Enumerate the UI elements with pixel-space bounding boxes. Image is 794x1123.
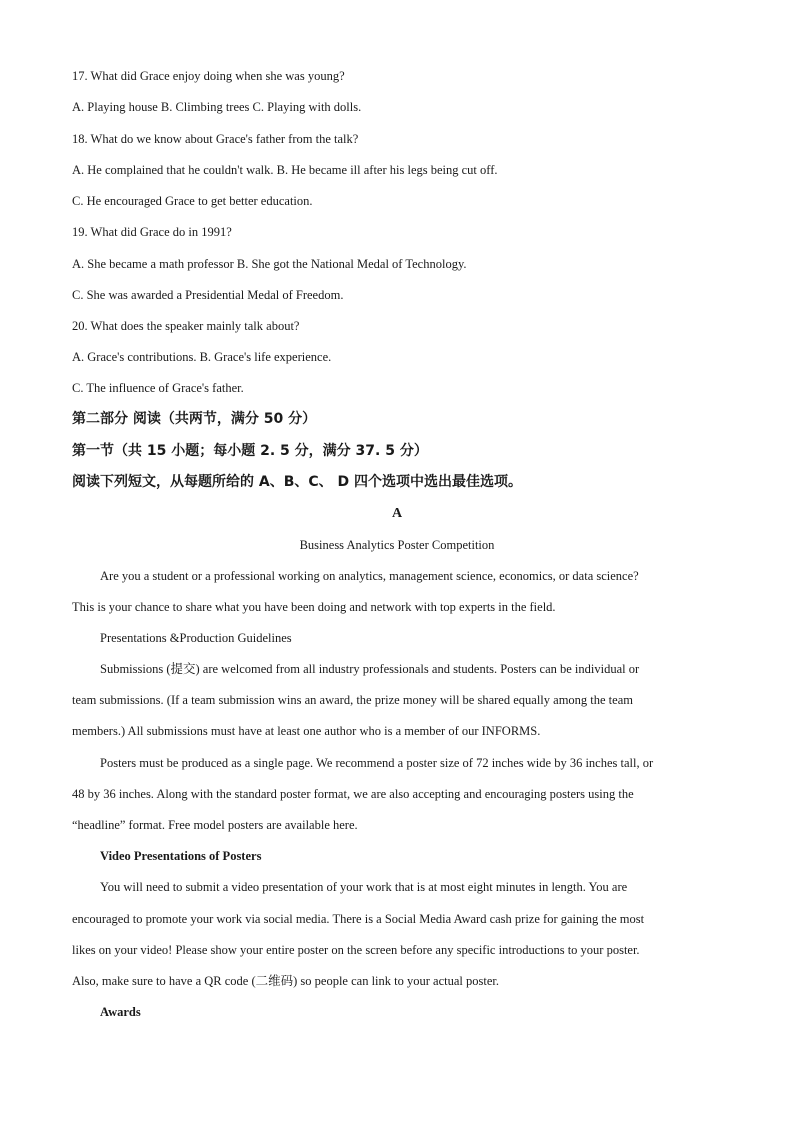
question-17: 17. What did Grace enjoy doing when she was young? (72, 69, 345, 83)
question-18: 18. What do we know about Grace's father from the talk? (72, 132, 359, 146)
question-18-options-ab: A. He complained that he couldn't walk. B. He became ill after his legs being cut off. (72, 163, 498, 177)
paragraph-4-line-4: Also, make sure to have a QR code (二维码) so people can link to your actual poster. (72, 974, 499, 988)
paragraph-4-line-1: You will need to submit a video presentation of your work that is at most eight minutes in length. You are (100, 880, 628, 894)
reading-instruction: 阅读下列短文，从每题所给的 A、B、C、 D 四个选项中选出最佳选项。 (72, 474, 523, 490)
subheading-awards: Awards (100, 1005, 141, 1019)
subheading-video: Video Presentations of Posters (100, 849, 262, 863)
question-19-options-ab: A. She became a math professor B. She got the National Medal of Technology. (72, 257, 467, 271)
question-20-option-c: C. The influence of Grace's father. (72, 381, 244, 395)
part-two-heading: 第二部分 阅读（共两节，满分 50 分） (72, 411, 317, 427)
section-one-heading: 第一节（共 15 小题；每小题 2. 5 分，满分 37. 5 分） (72, 443, 428, 459)
question-17-options: A. Playing house B. Climbing trees C. Playing with dolls. (72, 100, 362, 114)
passage-title: Business Analytics Poster Competition (299, 538, 495, 552)
paragraph-2-line-2: team submissions. (If a team submission wins an award, the prize money will be shared equally among the team (72, 693, 633, 707)
question-19-option-c: C. She was awarded a Presidential Medal of Freedom. (72, 288, 344, 302)
paragraph-4-line-2: encouraged to promote your work via social media. There is a Social Media Award cash prize for gaining the most (72, 912, 645, 926)
paragraph-3-line-2: 48 by 36 inches. Along with the standard poster format, we are also accepting and encouraging posters using the (72, 787, 634, 801)
question-18-option-c: C. He encouraged Grace to get better education. (72, 194, 313, 208)
question-20-options-ab: A. Grace's contributions. B. Grace's life experience. (72, 350, 332, 364)
paragraph-4-line-3: likes on your video! Please show your entire poster on the screen before any specific introductions to your poster. (72, 943, 640, 957)
paragraph-3-line-3: “headline” format. Free model posters are available here. (72, 818, 358, 832)
passage-label: A (391, 506, 403, 521)
paragraph-1-line-1: Are you a student or a professional working on analytics, management science, economics, or data science? (100, 569, 639, 583)
paragraph-2-line-1: Submissions (提交) are welcomed from all industry professionals and students. Posters can be individual or (100, 662, 640, 676)
question-19: 19. What did Grace do in 1991? (72, 225, 232, 239)
subheading-guidelines: Presentations &Production Guidelines (100, 631, 292, 645)
question-20: 20. What does the speaker mainly talk about? (72, 319, 300, 333)
paragraph-3-line-1: Posters must be produced as a single page. We recommend a poster size of 72 inches wide by 36 inches tall, or (100, 756, 654, 770)
paragraph-1-line-2: This is your chance to share what you have been doing and network with top experts in the field. (72, 600, 556, 614)
paragraph-2-line-3: members.) All submissions must have at least one author who is a member of our INFORMS. (72, 724, 541, 738)
